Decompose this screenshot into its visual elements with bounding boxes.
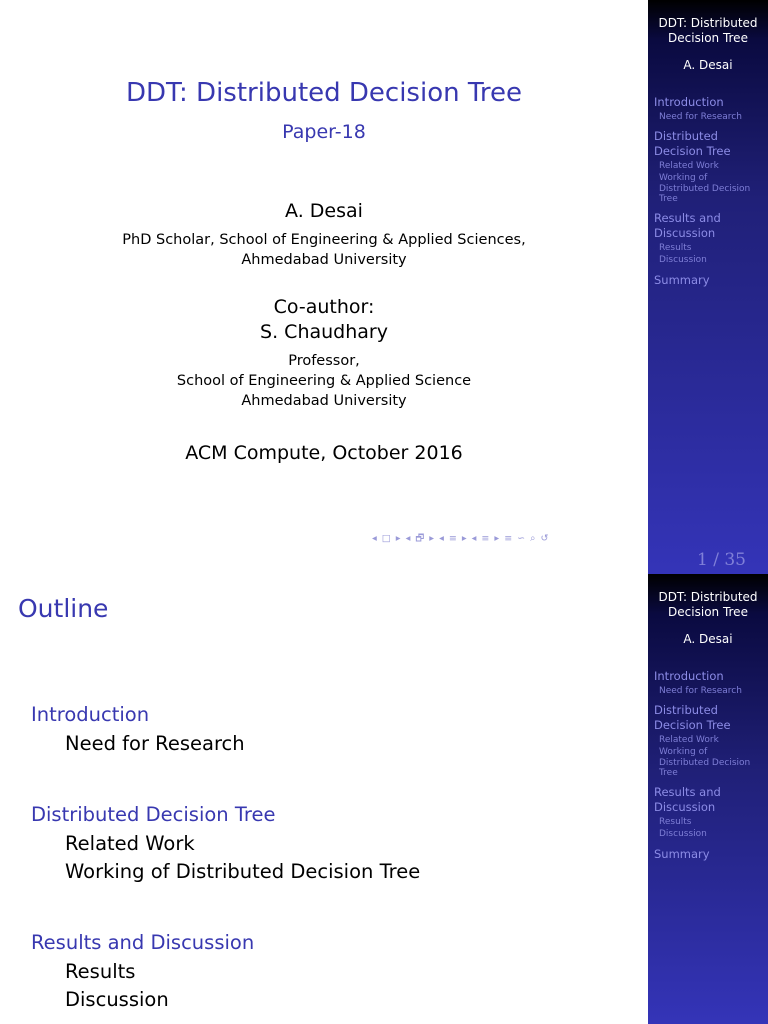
coauthor-institute-line: Professor, (288, 353, 360, 369)
sidebar-subitem-working-of-ddt[interactable]: Working of Distributed Decision Tree (659, 747, 751, 778)
outline-section-results-and-discussion[interactable]: Results and Discussion (31, 931, 255, 954)
sidebar-item-introduction[interactable]: Introduction (654, 669, 724, 683)
beamer-navigation-symbols[interactable]: ◂ □ ▸ ◂ 🗗 ▸ ◂ ≡ ▸ ◂ ≡ ▸ ≡ ∽ ⌕ ↺ (372, 533, 550, 544)
slide-main-area (0, 0, 648, 574)
outline-title: Outline (18, 594, 109, 623)
sidebar-author: A. Desai (683, 58, 733, 72)
presentation-subtitle: Paper-18 (282, 121, 366, 143)
sidebar-item-summary[interactable]: Summary (654, 272, 710, 287)
outline-subsection-related-work[interactable]: Related Work (65, 832, 195, 855)
sidebar-subitem-results[interactable]: Results (659, 242, 692, 253)
sidebar-subitem-working-of-ddt[interactable]: Working of Distributed Decision Tree (659, 173, 751, 204)
page-number: 1 / 35 (697, 550, 746, 570)
outline-subsection-discussion[interactable]: Discussion (65, 988, 169, 1011)
outline-section-distributed-decision-tree[interactable]: Distributed Decision Tree (31, 803, 276, 826)
sidebar-item-summary[interactable]: Summary (654, 846, 710, 861)
author-name: A. Desai (285, 200, 363, 222)
outline-slide (0, 574, 768, 1024)
sidebar (648, 0, 768, 574)
sidebar-subitem-discussion[interactable]: Discussion (659, 255, 707, 265)
outline-subsection-need-for-research[interactable]: Need for Research (65, 732, 245, 755)
author-institute-line: Ahmedabad University (241, 252, 407, 268)
outline-subsection-working-of-ddt[interactable]: Working of Distributed Decision Tree (65, 860, 421, 883)
sidebar-subitem-related-work[interactable]: Related Work (659, 734, 719, 745)
sidebar-subitem-discussion[interactable]: Discussion (659, 829, 707, 839)
sidebar-title[interactable]: DDT: Distributed Decision Tree (658, 590, 758, 619)
coauthor-institute-line: School of Engineering & Applied Science (176, 373, 472, 389)
sidebar-title[interactable]: DDT: Distributed Decision Tree (658, 16, 758, 45)
sidebar-nav (654, 93, 766, 288)
sidebar-item-results-and-discussion[interactable]: Results and Discussion (654, 210, 721, 240)
sidebar-subitem-need-for-research[interactable]: Need for Research (659, 112, 742, 122)
sidebar-nav (654, 667, 766, 862)
slide-main-area (0, 574, 648, 1024)
sidebar-subitem-need-for-research[interactable]: Need for Research (659, 686, 742, 696)
outline-section-introduction[interactable]: Introduction (31, 703, 150, 726)
sidebar-subitem-related-work[interactable]: Related Work (659, 160, 719, 171)
outline-subsection-results[interactable]: Results (65, 960, 136, 983)
sidebar (648, 574, 768, 1024)
coauthor-heading: Co-author: (273, 296, 375, 318)
author-institute-line: PhD Scholar, School of Engineering & Applied Sciences, (122, 232, 526, 248)
presentation-title: DDT: Distributed Decision Tree (125, 78, 523, 108)
sidebar-subitem-results[interactable]: Results (659, 816, 692, 827)
sidebar-item-distributed-decision-tree[interactable]: Distributed Decision Tree (654, 128, 731, 158)
sidebar-author: A. Desai (683, 632, 733, 646)
sidebar-item-results-and-discussion[interactable]: Results and Discussion (654, 784, 721, 814)
coauthor-institute-line: Ahmedabad University (241, 393, 407, 409)
conference-info: ACM Compute, October 2016 (185, 442, 463, 464)
sidebar-item-introduction[interactable]: Introduction (654, 95, 724, 109)
coauthor-name: S. Chaudhary (260, 321, 388, 343)
sidebar-item-distributed-decision-tree[interactable]: Distributed Decision Tree (654, 702, 731, 732)
